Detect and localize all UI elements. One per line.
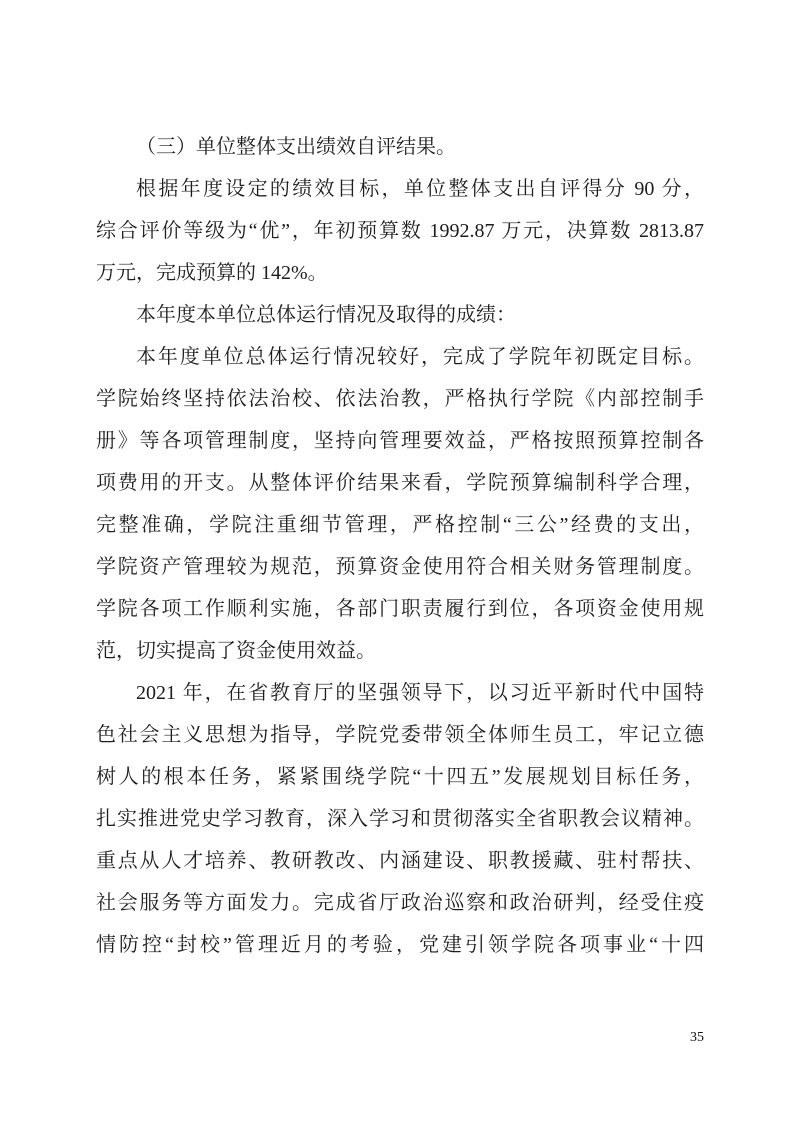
text-line: 色社会主义思想为指导，学院党委带领全体师生员工，牢记立德 <box>96 724 704 746</box>
text-line: 情防控“封校”管理近月的考验，党建引领学院各项事业“十四 <box>96 934 704 956</box>
text-line: （三）单位整体支出绩效自评结果。 <box>136 136 456 158</box>
text-line: 项费用的开支。从整体评价结果来看，学院预算编制科学合理， <box>96 472 704 494</box>
text-line: 本年度单位总体运行情况较好，完成了学院年初既定目标。 <box>136 346 704 368</box>
text-line: 册》等各项管理制度，坚持向管理要效益，严格按照预算控制各 <box>96 430 704 452</box>
text-line: 完整准确，学院注重细节管理，严格控制“三公”经费的支出， <box>96 514 704 536</box>
text-line: 扎实推进党史学习教育，深入学习和贯彻落实全省职教会议精神。 <box>96 808 704 830</box>
text-line: 综合评价等级为“优”，年初预算数 1992.87 万元，决算数 2813.87 <box>96 220 704 242</box>
text-line: 2021 年，在省教育厅的坚强领导下，以习近平新时代中国特 <box>136 682 704 704</box>
text-line: 学院各项工作顺利实施，各部门职责履行到位，各项资金使用规 <box>96 598 704 620</box>
page-number: 35 <box>690 1030 704 1045</box>
text-line: 重点从人才培养、教研教改、内涵建设、职教援藏、驻村帮扶、 <box>96 850 704 872</box>
text-line: 本年度本单位总体运行情况及取得的成绩： <box>136 304 516 326</box>
text-line: 万元，完成预算的 142%。 <box>96 262 328 284</box>
text-line: 学院资产管理较为规范，预算资金使用符合相关财务管理制度。 <box>96 556 704 578</box>
text-line: 范，切实提高了资金使用效益。 <box>96 640 376 662</box>
document-body <box>96 126 704 966</box>
page-footer <box>96 1028 704 1048</box>
text-line: 根据年度设定的绩效目标，单位整体支出自评得分 90 分， <box>136 178 704 200</box>
text-line: 学院始终坚持依法治校、依法治教，严格执行学院《内部控制手 <box>96 388 704 410</box>
text-line: 树人的根本任务，紧紧围绕学院“十四五”发展规划目标任务， <box>96 766 704 788</box>
text-line: 社会服务等方面发力。完成省厅政治巡察和政治研判，经受住疫 <box>96 892 704 914</box>
